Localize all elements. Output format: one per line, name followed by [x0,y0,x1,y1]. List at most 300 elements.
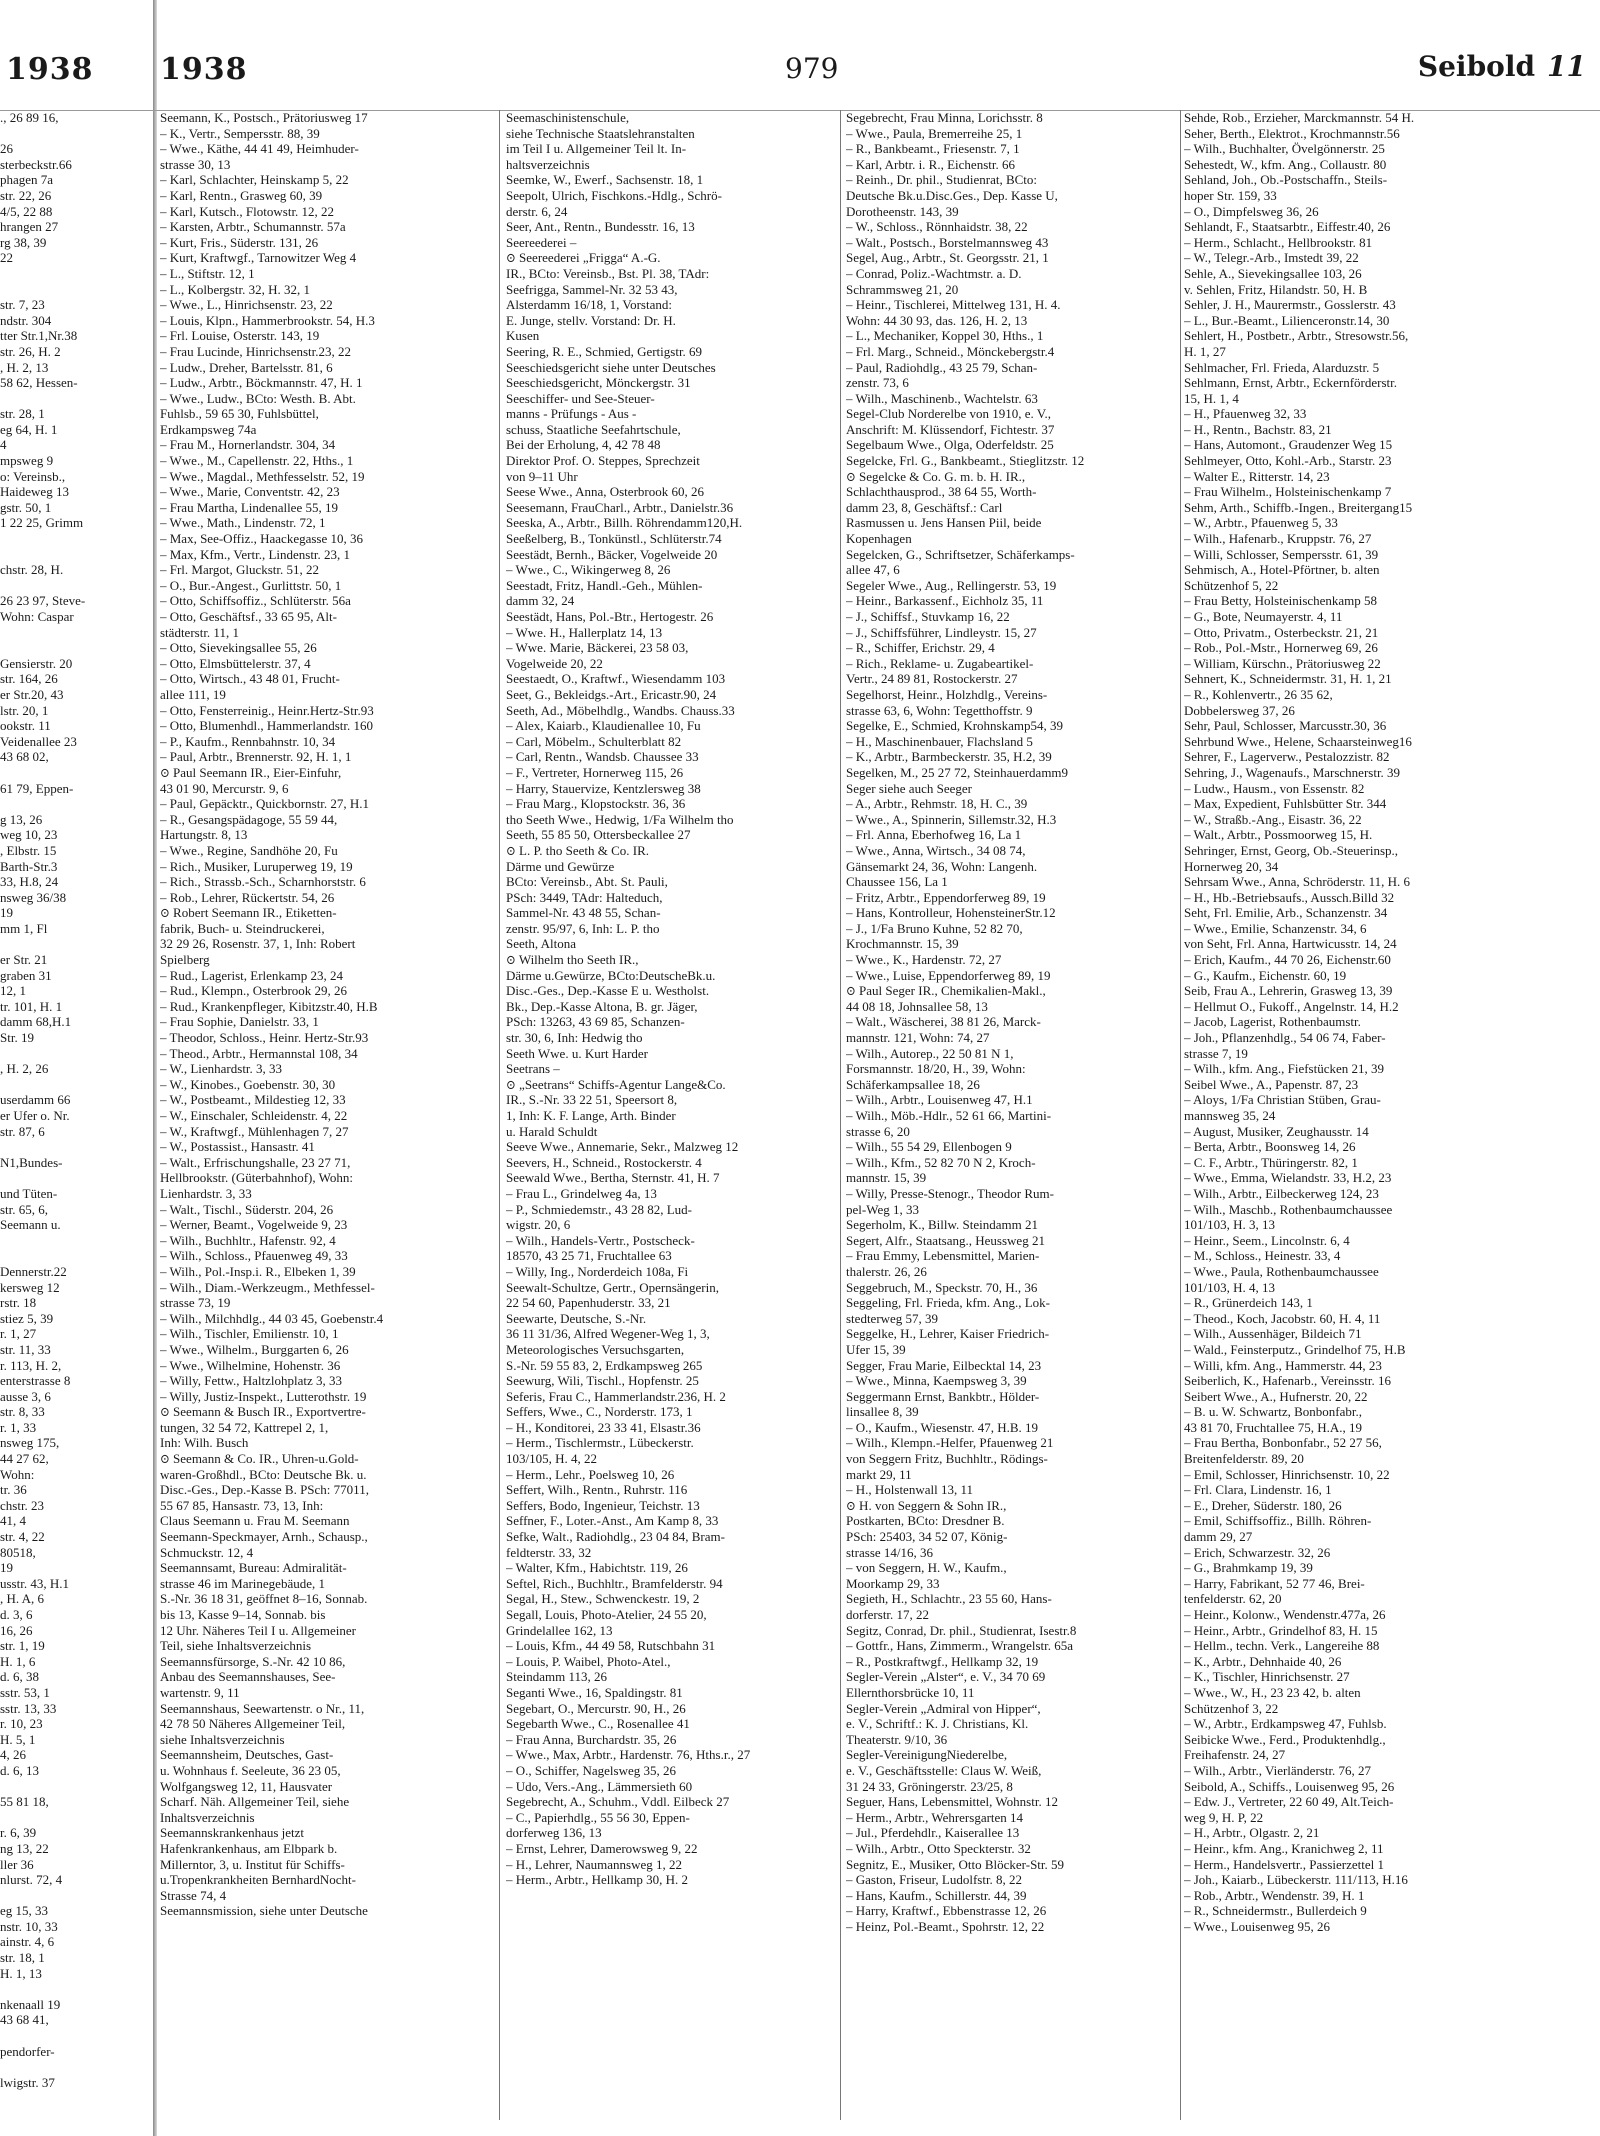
directory-entry-line: Schützenhof 3, 22 [1184,1700,1279,1716]
directory-entry-line: – Wald., Feinsterputz., Grindelhof 75, H.B [1184,1341,1406,1357]
column-2 [502,110,841,2120]
directory-entry-line: damm 32, 24 [506,593,575,609]
directory-entry-line: r. 10, 23 [0,1716,43,1732]
directory-entry-line: strasse 30, 13 [160,156,231,172]
binding-gutter [153,0,157,2136]
directory-entry-line: – H., Arbtr., Olgastr. 2, 21 [1184,1825,1320,1841]
directory-entry-line: Seewarte, Deutsche, S.-Nr. [506,1310,647,1326]
directory-entry-line: – Wilh., Buchhalter, Övelgönnerstr. 25 [1184,141,1385,157]
directory-entry-line: – K., Tischler, Hinrichsenstr. 27 [1184,1669,1350,1685]
directory-entry-line: – Heinr., Seem., Lincolnstr. 6, 4 [1184,1232,1350,1248]
directory-entry-line: – Paul, Gepäcktr., Quickbornstr. 27, H.1 [160,796,370,812]
directory-entry-line: Seereederei – [506,234,577,250]
directory-entry-line: Anbau des Seemannshauses, See- [160,1669,336,1685]
directory-entry-line: Seggermann Ernst, Bankbtr., Hölder- [846,1388,1040,1404]
directory-entry-line: – Wilh., Möb.-Hdlr., 52 61 66, Martini- [846,1108,1052,1123]
directory-entry-line: chstr. 28, H. [0,562,64,578]
directory-entry-line: 43 01 90, Mercurstr. 9, 6 [160,780,289,796]
directory-entry-line: dorferweg 136, 13 [506,1825,602,1841]
directory-entry-line: pendorfer- [0,2043,55,2059]
directory-entry-line: ⊙ Wilhelm tho Seeth IR., [506,952,639,968]
directory-entry-line: Seggeling, Frl. Frieda, kfm. Ang., Lok- [846,1295,1051,1311]
directory-entry-line: strasse 46 im Marinegebäude, 1 [160,1575,325,1591]
directory-entry-line: Alsterdamm 16/18, 1, Vorstand: [506,297,672,313]
directory-entry-line: Seemannskrankenhaus jetzt [160,1825,305,1841]
column-previous-page [0,110,150,2120]
directory-entry-line: – Wilh., Milchhdlg., 44 03 45, Goebenstr.4 [160,1310,384,1326]
directory-entry-line: rstr. 18 [0,1295,37,1311]
directory-entry-line: r. 113, H. 2, [0,1357,62,1373]
directory-entry-line: Spielberg [160,952,210,968]
directory-entry-line: tungen, 32 54 72, Kattrepel 2, 1, [160,1419,329,1435]
directory-entry-line: – Werner, Beamt., Vogelweide 9, 23 [160,1217,348,1233]
directory-entry-line: – Otto, Schiffsoffiz., Schlüterstr. 56a [160,593,351,609]
directory-entry-line: 4, 26 [0,1747,26,1763]
directory-entry-line: tter Str.1,Nr.38 [0,328,78,344]
directory-entry-line: – W., Postbeamt., Mildestieg 12, 33 [160,1092,346,1108]
directory-entry-line: – Heinr., Arbtr., Grindelhof 83, H. 15 [1184,1622,1378,1638]
directory-entry-line: PSch: 25403, 34 52 07, König- [846,1529,1008,1545]
directory-entry-line: – Rud., Klempn., Osterbrook 29, 26 [160,983,348,999]
directory-entry-line: Moorkamp 29, 33 [846,1575,940,1591]
directory-entry-line: – Frl. Louise, Osterstr. 143, 19 [160,328,320,344]
directory-entry-line: – Frau Betty, Holsteinischenkamp 58 [1184,593,1378,609]
directory-entry-line: – Wilh., Maschinenb., Wachtelstr. 63 [846,390,1038,406]
directory-entry-line: str. 30, 6, Inh: Hedwig tho [506,1030,643,1046]
directory-entry-line: ⊙ Seereederei „Frigga“ A.-G. [506,250,661,266]
directory-entry-line [0,1046,150,1062]
directory-entry-line: – C., Papierhdlg., 55 56 30, Eppen- [506,1809,690,1825]
directory-entry-line: Segnitz, E., Musiker, Otto Blöcker-Str. 59 [846,1856,1065,1872]
directory-entry-line: – Walt., Wäscherei, 38 81 26, Marck- [846,1014,1041,1030]
directory-entry-line: – R., Schiffer, Erichstr. 29, 4 [846,640,995,656]
directory-entry-line: 36 11 31/36, Alfred Wegener-Weg 1, 3, [506,1326,710,1342]
directory-entry-line [0,936,150,952]
directory-entry-line: – J., Schiffsf., Stuvkamp 16, 22 [846,609,1010,624]
directory-entry-line: Seepolt, Ulrich, Fischkons.-Hdlg., Schrö- [506,187,722,203]
directory-entry-line: mannstr. 121, Wohn: 74, 27 [846,1030,990,1046]
directory-entry-line: – Frau Lucinde, Hinrichsenstr.23, 22 [160,343,351,359]
directory-entry-line: Gänsemarkt 24, 36, Wohn: Langenh. [846,858,1038,874]
directory-entry-line: – Rud., Lagerist, Erlenkamp 23, 24 [160,967,344,983]
directory-entry-line: – A., Arbtr., Rehmstr. 18, H. C., 39 [846,796,1028,812]
directory-entry-line: tr. 101, H. 1 [0,998,63,1014]
directory-entry-line: von Seht, Frl. Anna, Hartwicusstr. 14, 24 [1184,936,1397,952]
directory-entry-line: str. 11, 33 [0,1341,51,1357]
directory-entry-line: str. 164, 26 [0,671,58,687]
directory-entry-line: – Rich., Strassb.-Sch., Scharnhorststr. 6 [160,874,366,890]
directory-entry-line: – Wwe., Math., Lindenstr. 72, 1 [160,515,326,531]
directory-entry-line: – Rob., Lehrer, Rückertstr. 54, 26 [160,889,335,905]
directory-entry-line: str. 1, 19 [0,1638,45,1654]
directory-entry-line: Haideweg 13 [0,484,69,500]
directory-entry-line: – Frau Wilhelm., Holsteinischenkamp 7 [1184,484,1392,500]
directory-entry-line: – W., Schloss., Rönnhaidstr. 38, 22 [846,219,1028,235]
directory-entry-line: – H., Rentn., Bachstr. 83, 21 [1184,421,1332,437]
directory-entry-line: ⊙ Paul Seger IR., Chemikalien-Makl., [846,983,1046,999]
directory-entry-line: – Ludw., Dreher, Bartelsstr. 81, 6 [160,359,333,375]
section-heading [1418,50,1586,83]
directory-entry-line: – W., Straßb.-Ang., Eisastr. 36, 22 [1184,811,1362,827]
directory-entry-line: – Heinr., kfm. Ang., Kranichweg 2, 11 [1184,1840,1384,1856]
directory-entry-line: Teil, siehe Inhaltsverzeichnis [160,1638,312,1654]
directory-entry-line: Anschrift: M. Klüssendorf, Fichtestr. 37 [846,421,1055,437]
directory-entry-line: Seeth, Altona [506,936,577,952]
directory-entry-line: ausse 3, 6 [0,1388,51,1404]
directory-entry-line: Lienhardstr. 3, 33 [160,1185,252,1201]
directory-entry-line: 26 23 97, Steve- [0,593,86,609]
directory-entry-line: – M., Schloss., Heinestr. 33, 4 [1184,1248,1341,1264]
directory-entry-line: IR., BCto: Vereinsb., Bst. Pl. 38, TAdr: [506,265,710,281]
directory-entry-line: – Harry, Stauervize, Kentzlersweg 38 [506,780,701,796]
directory-entry-line: – Wilh., Diam.-Werkzeugm., Methfessel- [160,1279,375,1295]
directory-entry-line: – Emil, Schlosser, Hinrichsenstr. 10, 22 [1184,1466,1390,1482]
directory-entry-line: 19 [0,905,13,921]
directory-entry-line: – Wilh., Schloss., Pfauenweg 49, 33 [160,1248,348,1264]
directory-entry-line: Seibert Wwe., A., Hufnerstr. 20, 22 [1184,1388,1368,1404]
directory-entry-line: – Wwe., C., Wikingerweg 8, 26 [506,562,671,578]
directory-entry-line: Seeth Wwe. u. Kurt Harder [506,1045,648,1061]
directory-entry-line: – Heinz, Pol.-Beamt., Spohrstr. 12, 22 [846,1918,1045,1934]
directory-entry-line: – Hellmut O., Fukoff., Angelnstr. 14, H.2 [1184,998,1399,1014]
directory-entry-line [0,1888,150,1904]
directory-entry-line: – W., Postassist., Hansastr. 41 [160,1139,315,1155]
directory-entry-line: H. 5, 1 [0,1731,36,1747]
directory-entry-line: Seemannshaus, Seewartenstr. o Nr., 11, [160,1700,365,1716]
directory-entry-line: – R., Postkraftwgf., Hellkamp 32, 19 [846,1653,1039,1669]
directory-entry-line: – Herm., Handelsvertr., Passierzettel 1 [1184,1856,1384,1872]
directory-entry-line: – Louis, P. Waibel, Photo-Atel., [506,1653,671,1669]
directory-entry-line [0,266,150,282]
directory-entry-line: Seemke, W., Ewerf., Sachsenstr. 18, 1 [506,172,704,188]
directory-entry-line: Sehland, Joh., Ob.-Postschaffn., Steils- [1184,172,1388,188]
directory-entry-line: 12, 1 [0,983,26,999]
directory-entry-line: – von Seggern, H. W., Kaufm., [846,1560,1007,1576]
directory-entry-line: Bei der Erholung, 4, 42 78 48 [506,437,661,453]
directory-entry-line: – Walt., Postsch., Borstelmannsweg 43 [846,234,1049,250]
directory-entry-line: stedterweg 57, 39 [846,1310,939,1326]
directory-entry-line: Segebrecht, Frau Minna, Lorichsstr. 8 [846,110,1043,125]
directory-entry-line: – R., Bankbeamt., Friesenstr. 7, 1 [846,141,1020,157]
directory-entry-line: ⊙ Segelcke & Co. G. m. b. H. IR., [846,468,1026,484]
directory-entry-line: Disc.-Ges., Dep.-Kasse E u. Westholst. [506,983,710,999]
directory-entry-line: Seestädt, Hans, Pol.-Btr., Hertogestr. 26 [506,609,714,624]
directory-entry-line: 33, H.8, 24 [0,874,59,890]
directory-entry-line: Claus Seemann u. Frau M. Seemann [160,1513,350,1529]
directory-entry-line: Seesemann, FrauCharl., Arbtr., Danielstr.36 [506,499,734,515]
directory-entry-line: – Berta, Arbtr., Boonsweg 14, 26 [1184,1139,1356,1155]
directory-entry-line: – W., Arbtr., Erdkampsweg 47, Fuhlsb. [1184,1716,1387,1732]
directory-entry-line: userdamm 66 [0,1092,71,1108]
directory-entry-line: – H., Hb.-Betriebsaufs., Aussch.Billd 32 [1184,889,1395,905]
directory-entry-line: Segelke, E., Schmied, Krohnskamp54, 39 [846,718,1063,734]
directory-entry-line: – Walter, Kfm., Habichtstr. 119, 26 [506,1560,688,1576]
directory-entry-line: str. 26, H. 2 [0,343,61,359]
directory-entry-line: feldterstr. 33, 32 [506,1544,592,1560]
directory-entry-line: o: Vereinsb., [0,468,66,484]
directory-entry-line: str. 4, 22 [0,1529,45,1545]
directory-entry-line: Schmuckstr. 12, 4 [160,1544,254,1560]
directory-entry-line: – Wwe., Minna, Kaempsweg 3, 39 [846,1373,1027,1389]
directory-entry-line: Vertr., 24 89 81, Rostockerstr. 27 [846,671,1018,687]
directory-entry-line [0,1779,150,1795]
directory-entry-line: Segitz, Conrad, Dr. phil., Studienrat, Isestr.8 [846,1622,1077,1638]
directory-entry-line: – Max, See-Offiz., Haackegasse 10, 36 [160,531,363,547]
directory-entry-line: – H., Konditorei, 23 33 41, Elsastr.36 [506,1419,701,1435]
directory-entry-line: – Alex, Kaiarb., Klaudienallee 10, Fu [506,718,701,734]
directory-entry-line: – Conrad, Poliz.-Wachtmstr. a. D. [846,265,1022,281]
directory-entry-line: Segger, Frau Marie, Eilbecktal 14, 23 [846,1357,1042,1373]
directory-entry-line: BCto: Vereinsb., Abt. St. Pauli, [506,874,668,890]
directory-entry-line: – Wilh., Arbtr., Louisenweg 47, H.1 [846,1092,1033,1108]
directory-entry-line: Segebrecht, A., Schuhm., Vddl. Eilbeck 27 [506,1794,730,1810]
directory-entry-line: – Wilh., Arbtr., Eilbeckerweg 124, 23 [1184,1185,1379,1201]
directory-entry-line: – Wwe., Paula, Bremerreihe 25, 1 [846,125,1023,141]
directory-entry-line: zenstr. 95/97, 6, Inh: L. P. tho [506,920,660,936]
directory-entry-line: thalerstr. 26, 26 [846,1263,927,1279]
directory-entry-line: zenstr. 73, 6 [846,375,909,391]
directory-entry-line: Seese Wwe., Anna, Osterbrook 60, 26 [506,484,704,500]
directory-entry-line: – P., Kaufm., Rennbahnstr. 10, 34 [160,733,336,749]
directory-entry-line: – Heinr., Barkassenf., Eichholz 35, 11 [846,593,1044,609]
directory-entry-line: 55 81 18, [0,1794,49,1810]
directory-entry-line: Seemannsfürsorge, S.-Nr. 42 10 86, [160,1653,346,1669]
directory-entry-line [0,547,150,563]
directory-entry-line [0,640,150,656]
directory-entry-line: Seeth, Ad., Möbelhdlg., Wandbs. Chauss.33 [506,702,735,718]
directory-entry-line: 101/103, H. 4, 13 [1184,1279,1275,1295]
directory-entry-line: str. 28, 1 [0,406,45,422]
directory-entry-line: v. Sehlen, Fritz, Hilandstr. 50, H. B [1184,281,1368,297]
directory-entry-line: Seger siehe auch Seeger [846,780,972,796]
directory-entry-line: H. 1, 27 [1184,343,1226,359]
directory-entry-line: Dobbelersweg 37, 26 [1184,702,1295,718]
directory-entry-line: Sehrsam Wwe., Anna, Schröderstr. 11, H. 6 [1184,874,1411,890]
directory-entry-line: – Wwe., Max, Arbtr., Hardenstr. 76, Hths.r., 27 [506,1747,751,1763]
directory-entry-line: ookstr. 11 [0,718,51,734]
directory-entry-line: Fuhlsb., 59 65 30, Fuhlsbüttel, [160,406,319,422]
directory-entry-line: – Ludw., Arbtr., Böckmannstr. 47, H. 1 [160,375,363,391]
directory-entry-line: str. 8, 33 [0,1404,45,1420]
directory-entry-line: Forsmannstr. 18/20, H., 39, Wohn: [846,1061,1026,1077]
directory-entry-line: – Wwe., Wilhelm., Burggarten 6, 26 [160,1341,349,1357]
directory-entry-line: – O., Kaufm., Wiesenstr. 47, H.B. 19 [846,1419,1039,1435]
directory-entry-line: ller 36 [0,1856,34,1872]
directory-entry-line: – Willy, Justiz-Inspekt., Lutterothstr. 19 [160,1388,367,1404]
directory-entry-line: Seeska, A., Arbtr., Billh. Röhrendamm120,H. [506,515,743,531]
directory-entry-line: – Wwe., W., H., 23 23 42, b. alten [1184,1684,1361,1700]
directory-entry-line: Seewalt-Schultze, Gertr., Opernsängerin, [506,1279,719,1295]
directory-entry-line: – Rob., Arbtr., Wendenstr. 39, H. 1 [1184,1887,1365,1903]
directory-entry-line: – Wwe., Marie, Conventstr. 42, 23 [160,484,340,500]
directory-entry-line: gstr. 50, 1 [0,499,52,515]
directory-entry-line: Seiberlich, K., Hafenarb., Vereinsstr. 16 [1184,1373,1391,1389]
directory-entry-line: d. 6, 13 [0,1762,39,1778]
directory-entry-line: eg 15, 33 [0,1903,49,1919]
directory-entry-line: N1,Bundes- [0,1154,63,1170]
directory-entry-line: Segelcken, G., Schriftsetzer, Schäferkamps- [846,546,1075,562]
directory-entry-line: – Max, Expedient, Fuhlsbütter Str. 344 [1184,796,1387,812]
directory-entry-line: H. 1, 13 [0,1965,42,1981]
directory-entry-line: – Theod., Arbtr., Hermannstal 108, 34 [160,1045,358,1061]
directory-entry-line: str. 18, 1 [0,1950,45,1966]
directory-entry-line [0,625,150,641]
column-3 [842,110,1181,2120]
directory-entry-line: Seeßelberg, B., Tonkünstl., Schlüterstr.74 [506,531,722,547]
directory-entry-line: Kusen [506,328,540,344]
directory-entry-line: bis 13, Kasse 9–14, Sonnab. bis [160,1607,326,1622]
directory-entry-line: allee 111, 19 [160,686,226,702]
directory-entry-line: Segler-VereinigungNiederelbe, [846,1747,1008,1763]
directory-entry-line: – Wilh., Aussenhäger, Bildeich 71 [1184,1326,1362,1342]
directory-entry-line: Seestadt, Fritz, Handl.-Geh., Mühlen- [506,577,703,593]
directory-entry-line: Seemann, K., Postsch., Prätoriusweg 17 [160,110,368,125]
directory-entry-line: r. 1, 33 [0,1419,37,1435]
directory-entry-line: 58 62, Hessen- [0,375,78,391]
directory-entry-line: Seganti Wwe., 16, Spaldingstr. 81 [506,1684,683,1700]
directory-entry-line: – Erich, Kaufm., 44 70 26, Eichenstr.60 [1184,952,1391,968]
directory-entry-line: nkenaall 19 [0,1996,61,2012]
directory-entry-line: haltsverzeichnis [506,156,590,172]
directory-entry-line: Ufer 15, 39 [846,1341,906,1357]
directory-entry-line: – Wilh., Pol.-Insp.i. R., Elbeken 1, 39 [160,1263,356,1279]
directory-entry-line: nsweg 36/38 [0,889,67,905]
directory-entry-line: – Jul., Pferdehdlr., Kaiserallee 13 [846,1825,1020,1841]
directory-entry-line: g 13, 26 [0,811,43,827]
directory-entry-line: – Max, Kfm., Vertr., Lindenstr. 23, 1 [160,546,351,562]
directory-entry-line: – J., 1/Fa Bruno Kuhne, 52 82 70, [846,920,1023,936]
directory-entry-line: str. 7, 23 [0,297,45,313]
directory-entry-line: Segel-Club Norderelbe von 1910, e. V., [846,406,1051,422]
directory-entry-line: – R., Grünerdeich 143, 1 [1184,1295,1313,1311]
directory-entry-line: Sehlmacher, Frl. Frieda, Alarduzstr. 5 [1184,359,1380,375]
directory-entry-line: – H., Pfauenweg 32, 33 [1184,406,1307,422]
directory-entry-line: allee 47, 6 [846,562,900,578]
directory-entry-line: – Wilh., Kfm., 52 82 70 N 2, Kroch- [846,1154,1036,1170]
directory-entry-line: Segebarth Wwe., C., Rosenallee 41 [506,1716,690,1732]
directory-entry-line: Segieth, H., Schlachtr., 23 55 60, Hans- [846,1591,1052,1607]
directory-entry-line: – Walt., Arbtr., Possmoorweg 15, H. [1184,827,1373,843]
directory-entry-line: – Louis, Kfm., 44 49 58, Rutschbahn 31 [506,1638,716,1654]
directory-entry-line: von Seggern Fritz, Buchhltr., Rödings- [846,1451,1048,1467]
directory-entry-line: – Rob., Pol.-Mstr., Hornerweg 69, 26 [1184,640,1378,656]
directory-entry-line: Sehrer, F., Lagerverw., Pestalozzistr. 82 [1184,749,1390,765]
directory-entry-line: – Wwe., Wilhelmine, Hohenstr. 36 [160,1357,341,1373]
directory-entry-line: – Harry, Fabrikant, 52 77 46, Brei- [1184,1575,1365,1591]
directory-entry-line: Scharf. Näh. Allgemeiner Teil, siehe [160,1794,350,1810]
directory-entry-line: nstr. 10, 33 [0,1918,58,1934]
directory-entry-line: 44 27 62, [0,1451,49,1467]
directory-entry-line: d. 3, 6 [0,1607,33,1622]
directory-entry-line: – Heinr., Kolonw., Wendenstr.477a, 26 [1184,1607,1386,1622]
directory-entry-line: dorferstr. 17, 22 [846,1607,930,1622]
directory-entry-line: Seemaschinistenschule, [506,110,630,125]
directory-entry-line: hrangen 27 [0,219,59,235]
directory-entry-line: markt 29, 11 [846,1466,912,1482]
directory-entry-line: Schlachthausprod., 38 64 55, Worth- [846,484,1037,500]
directory-entry-line: Seer, Ant., Rentn., Bundesstr. 16, 13 [506,219,695,235]
directory-entry-line: Disc.-Ges., Dep.-Kasse B. PSch: 77011, [160,1482,369,1498]
directory-entry-line: – Wilh., kfm. Ang., Fiefstücken 21, 39 [1184,1061,1385,1077]
directory-entry-line: Sehrbund Wwe., Helene, Schaarsteinweg16 [1184,733,1412,749]
directory-entry-line: – Wilh., Arbtr., Otto Speckterstr. 32 [846,1840,1031,1856]
directory-entry-line: er Str.20, 43 [0,686,64,702]
directory-entry-line: – Ernst, Lehrer, Damerowsweg 9, 22 [506,1840,698,1856]
directory-entry-line: – Willy, Presse-Stenogr., Theodor Rum- [846,1185,1054,1201]
directory-entry-line: – Carl, Möbelm., Schulterblatt 82 [506,733,682,749]
directory-entry-line: strasse 7, 19 [1184,1045,1248,1061]
directory-entry-line: – Wwe., Ludw., BCto: Westh. B. Abt. [160,390,356,406]
directory-entry-line: – W., Arbtr., Pfauenweg 5, 33 [1184,515,1338,531]
directory-entry-line: mannstr. 15, 39 [846,1170,927,1186]
directory-entry-line: – Wwe., Magdal., Methfesselstr. 52, 19 [160,468,365,484]
directory-entry-line: Gensierstr. 20 [0,655,73,671]
directory-entry-line: – Aloys, 1/Fa Christian Stüben, Grau- [1184,1092,1381,1108]
directory-entry-line: – Wwe., L., Hinrichsenstr. 23, 22 [160,297,333,313]
directory-entry-line: eg 64, H. 1 [0,421,58,437]
directory-entry-line: H. 1, 6 [0,1653,36,1669]
directory-entry-line: sterbeckstr.66 [0,156,72,172]
directory-entry-line: Deutsche Bk.u.Disc.Ges., Dep. Kasse U, [846,187,1058,203]
directory-entry-line: städterstr. 11, 1 [160,624,239,640]
directory-entry-line: Seestädt, Bernh., Bäcker, Vogelweide 20 [506,546,718,562]
directory-entry-line: Freihafenstr. 24, 27 [1184,1747,1286,1763]
directory-entry-line: – Frau L., Grindelweg 4a, 13 [506,1185,657,1201]
directory-entry-line: Schäferkampsallee 18, 26 [846,1076,980,1092]
directory-entry-line: – Paul, Arbtr., Brennerstr. 92, H. 1, 1 [160,749,352,765]
directory-entry-line: Seib, Frau A., Lehrerin, Grasweg 13, 39 [1184,983,1393,999]
directory-entry-line: ⊙ Seemann & Busch IR., Exportvertre- [160,1404,366,1420]
directory-entry-line: Seht, Frl. Emilie, Arb., Schanzenstr. 34 [1184,905,1388,921]
directory-entry-line: – Paul, Radiohdlg., 43 25 79, Schan- [846,359,1038,375]
directory-entry-line: Sehm, Arth., Schiffb.-Ingen., Breitergang15 [1184,499,1413,515]
directory-entry-line: – O., Bur.-Angest., Gurlittstr. 50, 1 [160,577,342,593]
directory-entry-line: Kopenhagen [846,531,912,547]
directory-entry-line: e. V., Geschäftsstelle: Claus W. Weiß, [846,1762,1042,1778]
directory-entry-line: – Walt., Erfrischungshalle, 23 27 71, [160,1154,351,1170]
directory-entry-line: kersweg 12 [0,1279,60,1295]
directory-entry-line: – Herm., Arbtr., Hellkamp 30, H. 2 [506,1872,688,1888]
directory-entry-line: – Wilh., Hafenarb., Kruppstr. 76, 27 [1184,531,1372,547]
directory-entry-line: – Gaston, Friseur, Ludolfstr. 8, 22 [846,1872,1023,1888]
directory-entry-line: – Frl. Margot, Gluckstr. 51, 22 [160,562,320,578]
directory-entry-line [0,126,150,142]
directory-entry-line: – Emil, Schiffsoffiz., Billh. Röhren- [1184,1513,1372,1529]
directory-entry-line: – Wilh., Klempn.-Helfer, Pfauenweg 21 [846,1435,1054,1451]
directory-entry-line: im Teil I u. Allgemeiner Teil lt. In- [506,141,687,157]
directory-entry-line: – Herm., Tischlermstr., Lübeckerstr. [506,1435,694,1451]
directory-entry-line: – Otto, Fensterreinig., Heinr.Hertz-Str.93 [160,702,374,718]
directory-entry-line: Seestaedt, O., Kraftwf., Wiesendamm 103 [506,671,726,687]
directory-entry-line: Sehlert, H., Postbetr., Arbtr., Stresowstr.56, [1184,328,1409,344]
directory-entry-line: E. Junge, stellv. Vorstand: Dr. H. [506,312,676,328]
directory-entry-line: Wolfgangsweg 12, 11, Hausvater [160,1778,333,1794]
directory-entry-line: damm 23, 8, Geschäftsf.: Carl [846,499,1003,515]
directory-entry-line: – Kurt, Fris., Süderstr. 131, 26 [160,234,319,250]
directory-entry-line: ng 13, 22 [0,1840,49,1856]
directory-entry-line: Schrammsweg 21, 20 [846,281,959,297]
directory-entry-line: weg 10, 23 [0,827,58,843]
directory-entry-line: – Harry, Kraftwf., Ebbenstrasse 12, 26 [846,1903,1047,1919]
directory-entry-line: 32 29 26, Rosenstr. 37, 1, Inh: Robert [160,936,356,952]
directory-entry-line: – Wwe., M., Capellenstr. 22, Hths., 1 [160,453,354,469]
directory-entry-line: – Frl. Marg., Schneid., Mönckebergstr.4 [846,343,1055,359]
directory-entry-line: – Rich., Reklame- u. Zugabeartikel- [846,655,1034,671]
directory-entry-line: linsallee 8, 39 [846,1404,919,1420]
directory-entry-line [0,1077,150,1093]
directory-entry-line: damm 29, 27 [1184,1529,1253,1545]
directory-entry-line: – Frau Emmy, Lebensmittel, Marien- [846,1248,1040,1264]
